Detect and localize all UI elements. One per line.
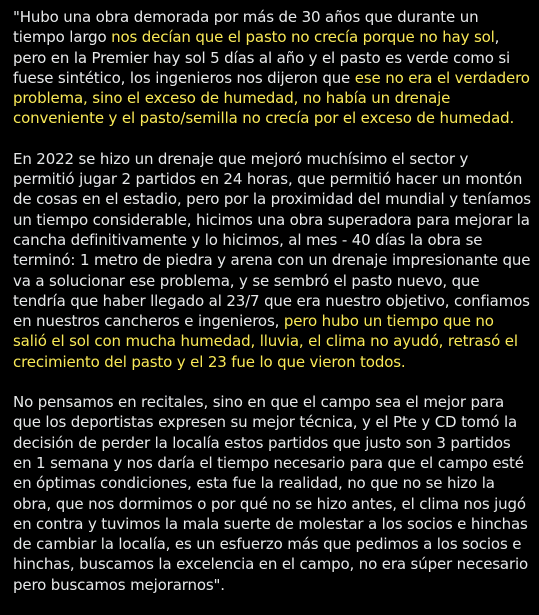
paragraph-2 [13,149,531,372]
paragraph-1 [13,7,531,129]
highlighted-text: ese no era el verdadero problema, sino el exceso de humedad, no había un drenaje conveniente y el pasto/semilla no crecía por el exceso de humedad. [13,68,530,128]
highlighted-text: pero hubo un tiempo que no salió el sol con mucha humedad, lluvia, el clima no ayudó, retrasó el crecimiento del pasto y el 23 fue lo que vieron todos. [13,312,518,371]
highlighted-text: nos decían que el pasto no crecía porque no hay sol [111,28,495,47]
text-segment: "Hubo una obra demorada por más de 30 años que durante un tiempo largo [13,8,479,47]
post-text [13,7,531,615]
text-segment: En 2022 se hizo un drenaje que mejoró muchísimo el sector y permitió jugar 2 partidos en 24 horas, que permitió hacer un montón de cosas en el estadio, pero por la proximidad del mundial y teníamos un tiempo considerable, hicimos una obra superadora para mejorar la cancha definitivamente y lo hicimos, al mes - 40 días la obra se terminó: 1 metro de piedra y arena con un drenaje impresionante que va a solucionar ese problema, y se sembró el pasto nuevo, que tendría que haber llegado al 23/7 que era nuestro objetivo, confiamos en nuestros cancheros e ingenieros, [13,149,531,331]
text-segment: No pensamos en recitales, sino en que el campo sea el mejor para que los deportistas expresen su mejor técnica, y el Pte y CD tomó la decisión de perder la localía estos partidos que justo son 3 partidos en 1 semana y nos daría el tiempo necesario para que el campo esté en óptimas condiciones, esta fue la realidad, no que no se hizo la obra, que nos dormimos o por qué no se hizo antes, el clima nos jugó en contra y tuvimos la mala suerte de molestar a los socios e hinchas de cambiar la localía, es un esfuerzo más que pedimos a los socios e hinchas, buscamos la excelencia en el campo, no era súper necesario pero buscamos mejorarnos". [13,393,529,594]
paragraph-3 [13,392,531,595]
text-segment: , pero en la Premier hay sol 5 días al año y el pasto es verde como si fuese sintético, los ingenieros nos dijeron que [13,28,511,87]
